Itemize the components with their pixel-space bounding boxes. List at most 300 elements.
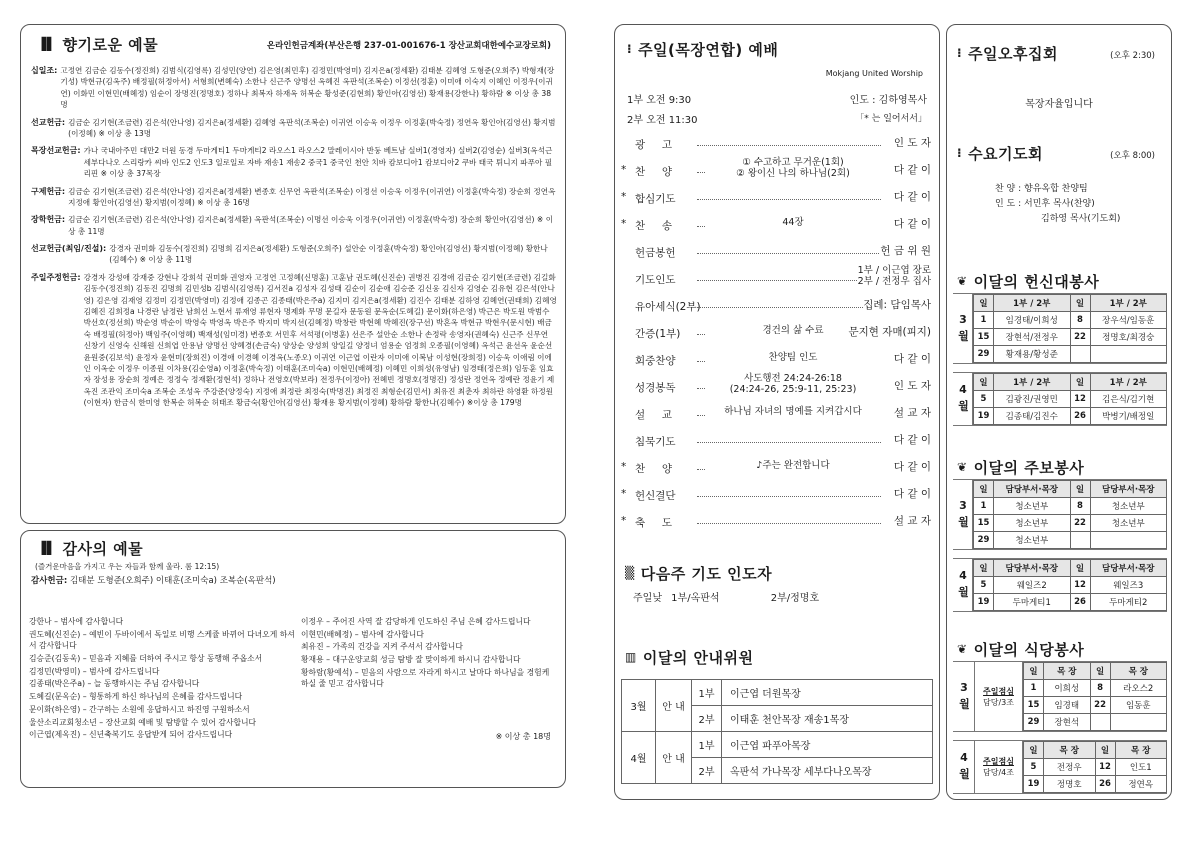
worship-item-name: 찬 양 bbox=[635, 166, 672, 178]
offering-section bbox=[31, 272, 557, 409]
kitchen-month-block bbox=[953, 661, 1167, 732]
dotted-leader bbox=[697, 199, 881, 200]
worship-item-name: 침묵기도 bbox=[635, 436, 676, 448]
worship-item-name: 찬 양 bbox=[635, 463, 672, 475]
bulletin-cell: 청소년부 bbox=[1090, 498, 1167, 515]
bulletin-cell: 청소년부 bbox=[994, 532, 1071, 549]
worship-first-time: 1부 오전 9:30 bbox=[627, 95, 692, 106]
kitchen-cell: 26 bbox=[1095, 776, 1115, 793]
thanks-item: 황하람(황예석) – 믿음의 사람으로 자라게 하시고 날마다 하나님을 경험케 하실 줄 믿고 감사합니다 bbox=[301, 667, 550, 689]
kitchen-side-label bbox=[975, 662, 1023, 731]
kitchen-month-label: 3월 bbox=[953, 662, 975, 731]
offering-section bbox=[31, 65, 557, 111]
dotted-leader bbox=[697, 280, 881, 281]
bulletin-cell: 12 bbox=[1070, 577, 1090, 594]
kitchen-cell: 정연옥 bbox=[1115, 776, 1167, 793]
worship-leader: 인도 : 김하영목사 bbox=[849, 95, 927, 106]
offering-sections bbox=[31, 65, 557, 415]
ushers-team: 이근엽 파푸아목장 bbox=[722, 732, 933, 758]
dotted-leader bbox=[697, 253, 881, 254]
devotion-cell: 장현석/전정우 bbox=[994, 329, 1071, 346]
bulletin-month-block bbox=[953, 479, 1167, 550]
offering-title: 향기로운 예물 bbox=[62, 36, 159, 54]
worship-title-wrap bbox=[627, 39, 778, 60]
thanks-total: ※ 이상 총 18명 bbox=[495, 732, 551, 741]
next-prayer-line bbox=[633, 589, 819, 604]
bulletin-cell: 1 bbox=[974, 498, 994, 515]
offering-section-label: 십일조: bbox=[31, 66, 58, 75]
thanks-box bbox=[20, 530, 566, 788]
worship-order-row bbox=[615, 185, 941, 212]
ushers-team: 이근엽 더원목장 bbox=[722, 680, 933, 706]
ushers-title-wrap bbox=[625, 647, 754, 668]
devotion-cell: 15 bbox=[974, 329, 994, 346]
bulletin-row bbox=[974, 532, 1167, 549]
kitchen-cell: 장현석 bbox=[1044, 714, 1091, 731]
worship-item-person: 다 같 이 bbox=[893, 218, 931, 230]
worship-item-content: 하나님 자녀의 명예를 지켜갑시다 bbox=[705, 407, 881, 418]
worship-order-row bbox=[615, 320, 941, 347]
wednesday-line-1: 찬 양 : 향유옥합 찬양팀 bbox=[995, 184, 1088, 194]
worship-item-person: 집례: 담임목사 bbox=[863, 299, 931, 311]
kitchen-month-block bbox=[953, 740, 1167, 794]
kitchen-cell: 인도1 bbox=[1115, 759, 1167, 776]
bulletin-table bbox=[973, 559, 1167, 611]
offering-section-names: 김금순 김기현(조금련) 김은석(안나영) 김지은a(정세환) 김혜영 옥판석(조복순) 이귀연 이승욱 이정우 이정훈(박숙정) 정연옥 황인아(김영선) 황지범(이정혜) ※ 이상 총 13명 bbox=[68, 117, 556, 138]
bulletin-row bbox=[974, 594, 1167, 611]
worship-order-row bbox=[615, 374, 941, 401]
wednesday-time: (오후 8:00) bbox=[1110, 151, 1155, 161]
worship-item-name: 회중찬양 bbox=[635, 355, 676, 367]
devotion-row bbox=[974, 408, 1167, 425]
kitchen-row bbox=[1024, 697, 1167, 714]
worship-title: 주일(목장연합) 예배 bbox=[638, 41, 779, 59]
ushers-team: 이태훈 천안목장 재송1목장 bbox=[722, 706, 933, 732]
worship-subtitle: Mokjang United Worship bbox=[825, 69, 923, 78]
devotion-month-block bbox=[953, 372, 1167, 426]
worship-item-name: 간증(1부) bbox=[635, 328, 681, 340]
ushers-row bbox=[622, 732, 933, 758]
ushers-title: 이달의 안내위원 bbox=[642, 649, 754, 667]
thanks-item: 이정우 – 주어진 사역 잘 감당하게 인도하신 주님 은혜 감사드립니다 bbox=[301, 617, 531, 626]
devotion-cell: 김은식/김기현 bbox=[1090, 391, 1167, 408]
offering-section-names: 가나 국내아주민 대만2 더원 동경 두마게티1 두마게티2 라오스1 라오스2 말레이시아 반둥 베트남 실버1(경영자) 실버2(김영순) 실버3(옥석근 세부다나오 스리랑카 씨바 인도2 인도3 일로일로 자바 재송1 재송2 중국1 중국인 천안 치바 캄보디아1 캄보디아2 쿠바 태국 튀니지 파푸아 필리핀 ※ 이상 총 37목장 bbox=[83, 146, 553, 179]
offering-section bbox=[31, 145, 557, 179]
worship-item-person: 인 도 자 bbox=[893, 380, 931, 392]
bulletin-cell: 청소년부 bbox=[994, 498, 1071, 515]
ushers-row bbox=[622, 680, 933, 706]
worship-order-row bbox=[615, 401, 941, 428]
offering-section-label: 선교헌금: bbox=[31, 117, 66, 127]
kitchen-side-sub: 담당/4조 bbox=[983, 768, 1014, 777]
kitchen-row bbox=[1024, 776, 1167, 793]
worship-star: * bbox=[621, 191, 627, 203]
ushers-month: 3월 bbox=[622, 680, 656, 732]
devotion-header-cell: 1부 / 2부 bbox=[994, 374, 1071, 391]
worship-order-row bbox=[615, 347, 941, 374]
worship-item-content: ♪주는 완전합니다 bbox=[705, 461, 881, 472]
devotion-cell: 김광진/권영민 bbox=[994, 391, 1071, 408]
wednesday-line-2: 인 도 : 서민후 목사(찬양) bbox=[995, 199, 1095, 209]
bar-marker-icon: ▐▌ bbox=[37, 541, 57, 555]
offering-section-names: 강경자 강성애 강재중 강현나 강희석 권미화 권영자 고정연 고정혜(신명훈) 고훈남 권도혜(신진순) 권병진 김경애 김금순 김기현(조금련) 김길화 김동수(정진희) 김동진 김명희 김민성b 김범식(김영록) 김서진a 김성자 김성태 김순이 김순애 김승준 김신웅 김신자 김영순 김유현 김은석(안나영) 김은영 김재영 김정미 김정민(박영미) 김정애 김종곤 김종태(박은주a) 김지미 김지은a(정세환) 김진수 김태분 김하영 김혜연(권태희) 김혜영 김혜진 김희정a 나경란 남정란 남희선 노현서 류재영 류현자 명제화 무명 문길자 문동원 문옥순(도혜길) 문이화(하은영) 박근은 박도원 박범수 박선호(정선희) 박순영 박순이 박영숙 박영옥 박은주 박지미 박지선(김혜정) 박창란 박현혜 박혜진(장구선) 박혼옥 박현규 박현우(문시현) 배금숙 배정필(허정아) 백임주(이영혜) 백재성(임미경) 변종호 서민후 서석평(이병훈) 선은주 설안순 소한나 손정락 송영자(권혜숙) 신근주 신무연 신창기 신영숙 신해원 신희엽 안용남 양명선 양혜경(손금숙) 양상순 양성희 양일길 양정녀 엄용순 엄정희 오종필(이영혜) 옥석근 윤선옥 윤순선 윤원중(김보석) 윤정자 윤현미(장희진) 이경애 이경혜 이경옥(노종오) 이귀연 이근엽 이란자 이미애 이복남 이성현(장희정) 이승욱 이애림 이에인 이옥순 이정우 이종원 이차용(김순영a) 이정훈(박숙정) 이태훈(조미숙a) 이현민(배혜정) 이혜민 이희성(유영남) 임경태(정은희) 임동훈 임효자 장성용 장순희 정예은 정정숙 정재환(정현석) 정하나 전영호(박보라) 전정우(이정아) 전혜빈 정명호(정명진) 정성란 정연옥 정예란 정윤기 제옥진 조관익 조미숙a 조복순 조성옥 주강준(양정숙) 지정애 최정란 최정숙(박명진) 최정진 최형순(김민서) 최유진 최춘자 최하란 하영환 하정원(이현자) 한금식 한미영 한복순 허복순 허태조 황금숙(황인아(김영선) 황재용 황지범(이정혜) 황하람 황한나(김혜수) ※이상 총 179명 bbox=[83, 272, 557, 408]
kitchen-cell: 임동훈 bbox=[1110, 697, 1166, 714]
worship-item-name: 헌금봉헌 bbox=[635, 247, 676, 259]
next-prayer-title: 다음주 기도 인도자 bbox=[640, 565, 773, 583]
ushers-month: 4월 bbox=[622, 732, 656, 784]
bulletin-title: 이달의 주보봉사 bbox=[973, 459, 1085, 477]
ushers-role: 안 내 bbox=[656, 680, 692, 732]
worship-item-name: 헌신결단 bbox=[635, 490, 676, 502]
bulletin-cell: 웨일즈3 bbox=[1090, 577, 1167, 594]
kitchen-cell: 전정우 bbox=[1044, 759, 1096, 776]
worship-item-name: 성경봉독 bbox=[635, 382, 676, 394]
worship-star: * bbox=[621, 488, 627, 500]
worship-note: 「* 는 일어서서」 bbox=[855, 114, 927, 124]
offering-section-names: 고정연 김금순 김동수(정진희) 김범식(김영록) 김성민(양연) 김은영(최민후) 김정민(박영미) 김지은a(정세환) 김태분 김혜영 도형준(오희주) 박형재(장기성) 박현규(김옥주) 배정필(허정아서) 서형희(변혜숙) 소한나 신근주 양명선 옥혜진 옥판석(조복순) 이정선(정훈) 이미애 이숙지 이혜인 이정우(이귀연) 이화민 이현민(배혜정) 임순이 장명진(정명호) 정하나 최복자 하재옥 허복순 황성준(김현희) 황인아(김영선) 황재용(강한나) 황하람 ※ 이상 총 38명 bbox=[60, 66, 555, 110]
worship-order-row bbox=[615, 158, 941, 185]
devotion-header-cell: 일 bbox=[1070, 295, 1090, 312]
devotion-cell: 김종태/김진수 bbox=[994, 408, 1071, 425]
thanks-title-wrap bbox=[37, 538, 143, 559]
bulletin-cell: 웨일즈2 bbox=[994, 577, 1071, 594]
worship-order-row bbox=[615, 509, 941, 536]
bulletin-cell: 8 bbox=[1070, 498, 1090, 515]
kitchen-header-row bbox=[1024, 742, 1167, 759]
thanks-label-line bbox=[31, 574, 276, 586]
devotion-header-cell: 일 bbox=[974, 374, 994, 391]
bulletin-header-cell: 담당부서·목장 bbox=[994, 560, 1071, 577]
worship-item-content: 찬양팀 인도 bbox=[705, 353, 881, 364]
kitchen-cell: 정명호 bbox=[1044, 776, 1096, 793]
ushers-part: 1부 bbox=[692, 732, 722, 758]
bar-marker-icon: ▐▌ bbox=[37, 37, 57, 51]
wednesday-title-wrap bbox=[957, 143, 1043, 164]
leaf-marker-icon: ❦ bbox=[957, 642, 968, 656]
devotion-header-cell: 1부 / 2부 bbox=[994, 295, 1071, 312]
thanks-item: 김정민(박영미) – 범사에 감사드립니다 bbox=[29, 666, 160, 676]
offering-section bbox=[31, 117, 557, 140]
devotion-cell: 장우석/임동훈 bbox=[1090, 312, 1167, 329]
next-prayer-label: 주일낮 bbox=[633, 593, 662, 604]
worship-order-row bbox=[615, 428, 941, 455]
worship-order-row bbox=[615, 131, 941, 158]
bulletin-header-cell: 담당부서·목장 bbox=[1090, 481, 1167, 498]
leaf-marker-icon: ❦ bbox=[957, 274, 968, 288]
devotion-cell: 22 bbox=[1070, 329, 1090, 346]
bulletin-header-cell: 일 bbox=[1070, 560, 1090, 577]
kitchen-header-row bbox=[1024, 663, 1167, 680]
thanks-right-list bbox=[301, 616, 559, 691]
offering-title-wrap bbox=[37, 34, 158, 55]
kitchen-cell bbox=[1090, 714, 1110, 731]
kitchen-cell: 8 bbox=[1090, 680, 1110, 697]
kitchen-side-sub: 담당/3조 bbox=[983, 697, 1014, 707]
kitchen-title-wrap bbox=[957, 639, 1084, 660]
kitchen-header-cell: 일 bbox=[1024, 742, 1044, 759]
worship-box bbox=[614, 24, 940, 800]
bulletin-tables bbox=[953, 479, 1167, 620]
kitchen-row bbox=[1024, 714, 1167, 731]
ushers-team: 옥판석 가나목장 세부다나오목장 bbox=[722, 758, 933, 784]
bulletin-header-row bbox=[974, 481, 1167, 498]
kitchen-cell bbox=[1110, 714, 1166, 731]
wednesday-line-3: 김하영 목사(기도회) bbox=[1041, 214, 1121, 224]
devotion-month-block bbox=[953, 293, 1167, 364]
bulletin-row bbox=[974, 577, 1167, 594]
worship-item-person: 헌 금 위 원 bbox=[880, 245, 931, 257]
devotion-header-cell: 일 bbox=[974, 295, 994, 312]
thanks-verse: (즐거운마음을 가지고 우는 자들과 함께 울라. 롬 12:15) bbox=[35, 562, 220, 571]
bulletin-month-block bbox=[953, 558, 1167, 612]
thanks-item: 권도혜(신진순) – 예빈이 두바이에서 독일로 비행 스케쥴 바뀌어 다녀오게 하셔서 감사합니다 bbox=[29, 629, 295, 651]
devotion-cell: 박병기/배정일 bbox=[1090, 408, 1167, 425]
kitchen-row bbox=[1024, 680, 1167, 697]
thanks-item: 강한나 – 범사에 감사합니다 bbox=[29, 617, 124, 626]
worship-item-person: 다 같 이 bbox=[893, 434, 931, 446]
thanks-item: 황재용 – 대구운양교회 성금 탐방 잘 맞이하게 하시니 감사합니다 bbox=[301, 655, 521, 665]
kitchen-header-cell: 목 장 bbox=[1110, 663, 1166, 680]
devotion-table bbox=[973, 373, 1167, 425]
worship-item-name: 기도인도 bbox=[635, 274, 676, 286]
worship-item-name: 광 고 bbox=[635, 139, 672, 151]
kitchen-cell: 임경태 bbox=[1044, 697, 1091, 714]
kitchen-header-cell: 목 장 bbox=[1115, 742, 1167, 759]
offering-section-label: 구제헌금: bbox=[31, 186, 66, 196]
ushers-table bbox=[621, 679, 933, 784]
devotion-cell: 8 bbox=[1070, 312, 1090, 329]
bars-marker-icon: ▥ bbox=[625, 650, 637, 664]
devotion-month-label: 3월 bbox=[953, 294, 973, 363]
bulletin-header-row bbox=[974, 560, 1167, 577]
devotion-title-wrap bbox=[957, 271, 1099, 292]
kitchen-cell: 라오스2 bbox=[1110, 680, 1166, 697]
worship-item-person: 다 같 이 bbox=[893, 461, 931, 473]
kitchen-cell: 5 bbox=[1024, 759, 1044, 776]
worship-item-name: 축 도 bbox=[635, 517, 672, 529]
offering-box bbox=[20, 24, 566, 524]
worship-item-name: 합심기도 bbox=[635, 193, 676, 205]
bulletin-cell: 29 bbox=[974, 532, 994, 549]
devotion-cell bbox=[1070, 346, 1090, 363]
kitchen-header-cell: 일 bbox=[1024, 663, 1044, 680]
devotion-cell bbox=[1090, 346, 1167, 363]
devotion-cell: 황재용/황성준 bbox=[994, 346, 1071, 363]
worship-star: * bbox=[621, 461, 627, 473]
dots-marker-icon: ⁝ bbox=[957, 46, 963, 60]
kitchen-header-cell: 일 bbox=[1090, 663, 1110, 680]
worship-item-person: 다 같 이 bbox=[893, 353, 931, 365]
worship-item-content: 44장 bbox=[705, 218, 881, 229]
thanks-label: 감사헌금: bbox=[31, 576, 68, 586]
afternoon-time: (오후 2:30) bbox=[1110, 51, 1155, 61]
afternoon-body: 목장자율입니다 bbox=[1025, 99, 1093, 110]
kitchen-header-cell: 목 장 bbox=[1044, 742, 1096, 759]
checker-marker-icon: ▒ bbox=[625, 566, 635, 580]
right-column-box bbox=[946, 24, 1172, 800]
bulletin-title-wrap bbox=[957, 457, 1084, 478]
worship-item-person: 1부 / 이근엽 장로 2부 / 전정우 집사 bbox=[857, 265, 931, 287]
next-prayer-first: 1부/옥판석 bbox=[671, 593, 720, 604]
bulletin-header-cell: 일 bbox=[974, 560, 994, 577]
kitchen-cell: 이희성 bbox=[1044, 680, 1091, 697]
kitchen-tables bbox=[953, 661, 1167, 802]
devotion-month-label: 4월 bbox=[953, 373, 973, 425]
thanks-item: 최유진 – 가족의 건강을 지켜 주셔서 감사합니다 bbox=[301, 642, 463, 652]
offering-section-label: 목장선교헌금: bbox=[31, 146, 81, 156]
devotion-header-row bbox=[974, 374, 1167, 391]
bulletin-month-label: 4월 bbox=[953, 559, 973, 611]
offering-section-names: 강경자 권미화 김동수(정진희) 김명희 김지은a(정세환) 도형준(오희주) 설안순 이정훈(박숙정) 황인아(김영선) 황지범(이정혜) 황한나(김혜수) ※ 이상 총 11명 bbox=[109, 244, 548, 265]
thanks-title: 감사의 예물 bbox=[62, 540, 144, 558]
kitchen-row bbox=[1024, 759, 1167, 776]
worship-item-person: 다 같 이 bbox=[893, 164, 931, 176]
offering-section-names: 김금순 김기현(조금련) 김은석(안나영) 김지은a(정세환) 옥판석(조복순) 이명선 이승욱 이정우(이귀연) 이정훈(박숙정) 장순희 황인아(김영선) ※ 이상 총 11명 bbox=[68, 215, 554, 236]
devotion-header-cell: 1부 / 2부 bbox=[1090, 374, 1167, 391]
kitchen-table bbox=[1023, 662, 1167, 731]
ushers-part: 2부 bbox=[692, 758, 722, 784]
worship-star: * bbox=[621, 218, 627, 230]
devotion-cell: 정명호/최경숭 bbox=[1090, 329, 1167, 346]
offering-section-label: 주일주정헌금: bbox=[31, 272, 81, 282]
devotion-header-row bbox=[974, 295, 1167, 312]
bulletin-cell: 22 bbox=[1070, 515, 1090, 532]
thanks-item: 이현민(배혜정) – 범사에 감사합니다 bbox=[301, 629, 424, 639]
bulletin-cell: 두마게티1 bbox=[994, 594, 1071, 611]
worship-item-name: 유아세식(2부) bbox=[635, 301, 701, 313]
dots-marker-icon: ⁝ bbox=[957, 146, 963, 160]
devotion-row bbox=[974, 391, 1167, 408]
bulletin-row bbox=[974, 515, 1167, 532]
offering-section-names: 김금순 김기현(조금련) 김은석(안나영) 김지은a(정세환) 변종호 신무연 옥판석(조복순) 이정선 이승욱 이정우(이귀연) 이정훈(박숙정) 장순희 정연옥 지정애 황인아(김영선) 황지범(이정혜) ※ 이상 총 16명 bbox=[68, 186, 556, 207]
offering-section-label: 선교헌금(최임/진설): bbox=[31, 244, 107, 254]
bulletin-table bbox=[973, 480, 1167, 549]
kitchen-header-cell: 목 장 bbox=[1044, 663, 1091, 680]
ushers-role: 안 내 bbox=[656, 732, 692, 784]
devotion-cell: 19 bbox=[974, 408, 994, 425]
bulletin-row bbox=[974, 498, 1167, 515]
devotion-header-cell: 일 bbox=[1070, 374, 1090, 391]
worship-order bbox=[615, 131, 941, 551]
kitchen-cell: 12 bbox=[1095, 759, 1115, 776]
dotted-leader bbox=[697, 145, 881, 146]
bulletin-cell: 청소년부 bbox=[994, 515, 1071, 532]
worship-order-row bbox=[615, 482, 941, 509]
devotion-cell: 12 bbox=[1070, 391, 1090, 408]
kitchen-header-cell: 일 bbox=[1095, 742, 1115, 759]
bulletin-header-cell: 담당부서·목장 bbox=[994, 481, 1071, 498]
bulletin-cell: 26 bbox=[1070, 594, 1090, 611]
thanks-item: 도혜길(문옥순) – 형통하게 하신 하나님의 은혜를 감사드립니다 bbox=[29, 692, 243, 702]
worship-item-person: 설 교 자 bbox=[893, 515, 931, 527]
devotion-header-cell: 1부 / 2부 bbox=[1090, 295, 1167, 312]
bulletin-cell: 5 bbox=[974, 577, 994, 594]
bulletin-header-cell: 일 bbox=[1070, 481, 1090, 498]
thanks-names: 김태분 도형준(오희주) 이태훈(조미숙a) 조복순(옥판석) bbox=[69, 576, 276, 586]
dotted-leader bbox=[697, 442, 881, 443]
kitchen-cell: 19 bbox=[1024, 776, 1044, 793]
bulletin-cell: 두마게티2 bbox=[1090, 594, 1167, 611]
worship-item-person: 다 같 이 bbox=[893, 488, 931, 500]
kitchen-table bbox=[1023, 741, 1167, 793]
thanks-item: 김승준(김동욱) – 믿음과 지혜를 더하여 주시고 항상 동행해 주옵소서 bbox=[29, 654, 263, 664]
worship-item-person: 설 교 자 bbox=[893, 407, 931, 419]
worship-item-name: 설 교 bbox=[635, 409, 672, 421]
kitchen-side-title: 주일점심 bbox=[983, 757, 1014, 766]
kitchen-title: 이달의 식당봉사 bbox=[973, 641, 1085, 659]
offering-section bbox=[31, 186, 557, 209]
worship-item-person: 인 도 자 bbox=[893, 137, 931, 149]
bulletin-cell: 청소년부 bbox=[1090, 515, 1167, 532]
offering-section bbox=[31, 243, 557, 266]
worship-order-row bbox=[615, 239, 941, 266]
worship-second-time: 2부 오전 11:30 bbox=[627, 115, 698, 126]
kitchen-side-label bbox=[975, 741, 1023, 793]
devotion-row bbox=[974, 346, 1167, 363]
worship-order-row bbox=[615, 212, 941, 239]
bulletin-cell: 15 bbox=[974, 515, 994, 532]
thanks-item: 문이화(하은영) – 간구하는 소원에 응답하시고 하진영 구원하소서 bbox=[29, 704, 250, 714]
worship-item-person: 문지현 자매(피지) bbox=[848, 326, 931, 338]
bulletin-header-cell: 일 bbox=[974, 481, 994, 498]
ushers-part: 1부 bbox=[692, 680, 722, 706]
dotted-leader bbox=[697, 307, 881, 308]
worship-item-content: 경건의 삶 수료 bbox=[705, 326, 881, 337]
worship-item-person: 다 같 이 bbox=[893, 191, 931, 203]
kitchen-cell: 29 bbox=[1024, 714, 1044, 731]
kitchen-cell: 22 bbox=[1090, 697, 1110, 714]
offering-section bbox=[31, 214, 557, 237]
devotion-title: 이달의 헌신대봉사 bbox=[973, 273, 1100, 291]
kitchen-cell: 15 bbox=[1024, 697, 1044, 714]
devotion-cell: 26 bbox=[1070, 408, 1090, 425]
devotion-cell: 1 bbox=[974, 312, 994, 329]
afternoon-title: 주일오후집회 bbox=[968, 45, 1059, 63]
worship-item-content: 사도행전 24:24-26:18 (24:24-26, 25:9-11, 25:23) bbox=[705, 374, 881, 396]
worship-star: * bbox=[621, 515, 627, 527]
bulletin-cell: 19 bbox=[974, 594, 994, 611]
kitchen-side-title: 주일점심 bbox=[983, 686, 1014, 696]
worship-item-name: 찬 송 bbox=[635, 220, 672, 232]
worship-order-row bbox=[615, 293, 941, 320]
devotion-table bbox=[973, 294, 1167, 363]
dotted-leader bbox=[697, 523, 881, 524]
offering-account: 온라인헌금계좌(부산은행 237-01-001676-1 장산교회대한예수교장로회) bbox=[266, 41, 551, 51]
devotion-cell: 임경태/이희성 bbox=[994, 312, 1071, 329]
wednesday-title: 수요기도회 bbox=[968, 145, 1044, 163]
thanks-item: 이근엽(제옥진) – 신년축복기도 응답받게 되어 감사드립니다 bbox=[29, 730, 233, 740]
dots-marker-icon: ⁝ bbox=[627, 42, 633, 56]
devotion-tables bbox=[953, 293, 1167, 434]
thanks-left-list bbox=[29, 616, 299, 742]
leaf-marker-icon: ❦ bbox=[957, 460, 968, 474]
worship-item-content: ① 수고하고 무거운(1회) ② 왕이신 나의 하나님(2회) bbox=[705, 158, 881, 180]
next-prayer-title-wrap bbox=[625, 563, 772, 584]
bulletin-cell bbox=[1070, 532, 1090, 549]
afternoon-title-wrap bbox=[957, 43, 1058, 64]
next-prayer-second: 2부/정명호 bbox=[770, 593, 820, 604]
bulletin-cell bbox=[1090, 532, 1167, 549]
dotted-leader bbox=[697, 496, 881, 497]
devotion-row bbox=[974, 329, 1167, 346]
bulletin-header-cell: 담당부서·목장 bbox=[1090, 560, 1167, 577]
worship-order-row bbox=[615, 455, 941, 482]
offering-section-label: 장학헌금: bbox=[31, 215, 66, 225]
devotion-cell: 29 bbox=[974, 346, 994, 363]
kitchen-cell: 1 bbox=[1024, 680, 1044, 697]
thanks-item: 김종태(박은주a) – 늘 동행하시는 주님 감사합니다 bbox=[29, 679, 200, 689]
thanks-item: 울산소리교회청소년 – 장산교회 예배 및 탐방할 수 있어 감사합니다 bbox=[29, 717, 257, 727]
